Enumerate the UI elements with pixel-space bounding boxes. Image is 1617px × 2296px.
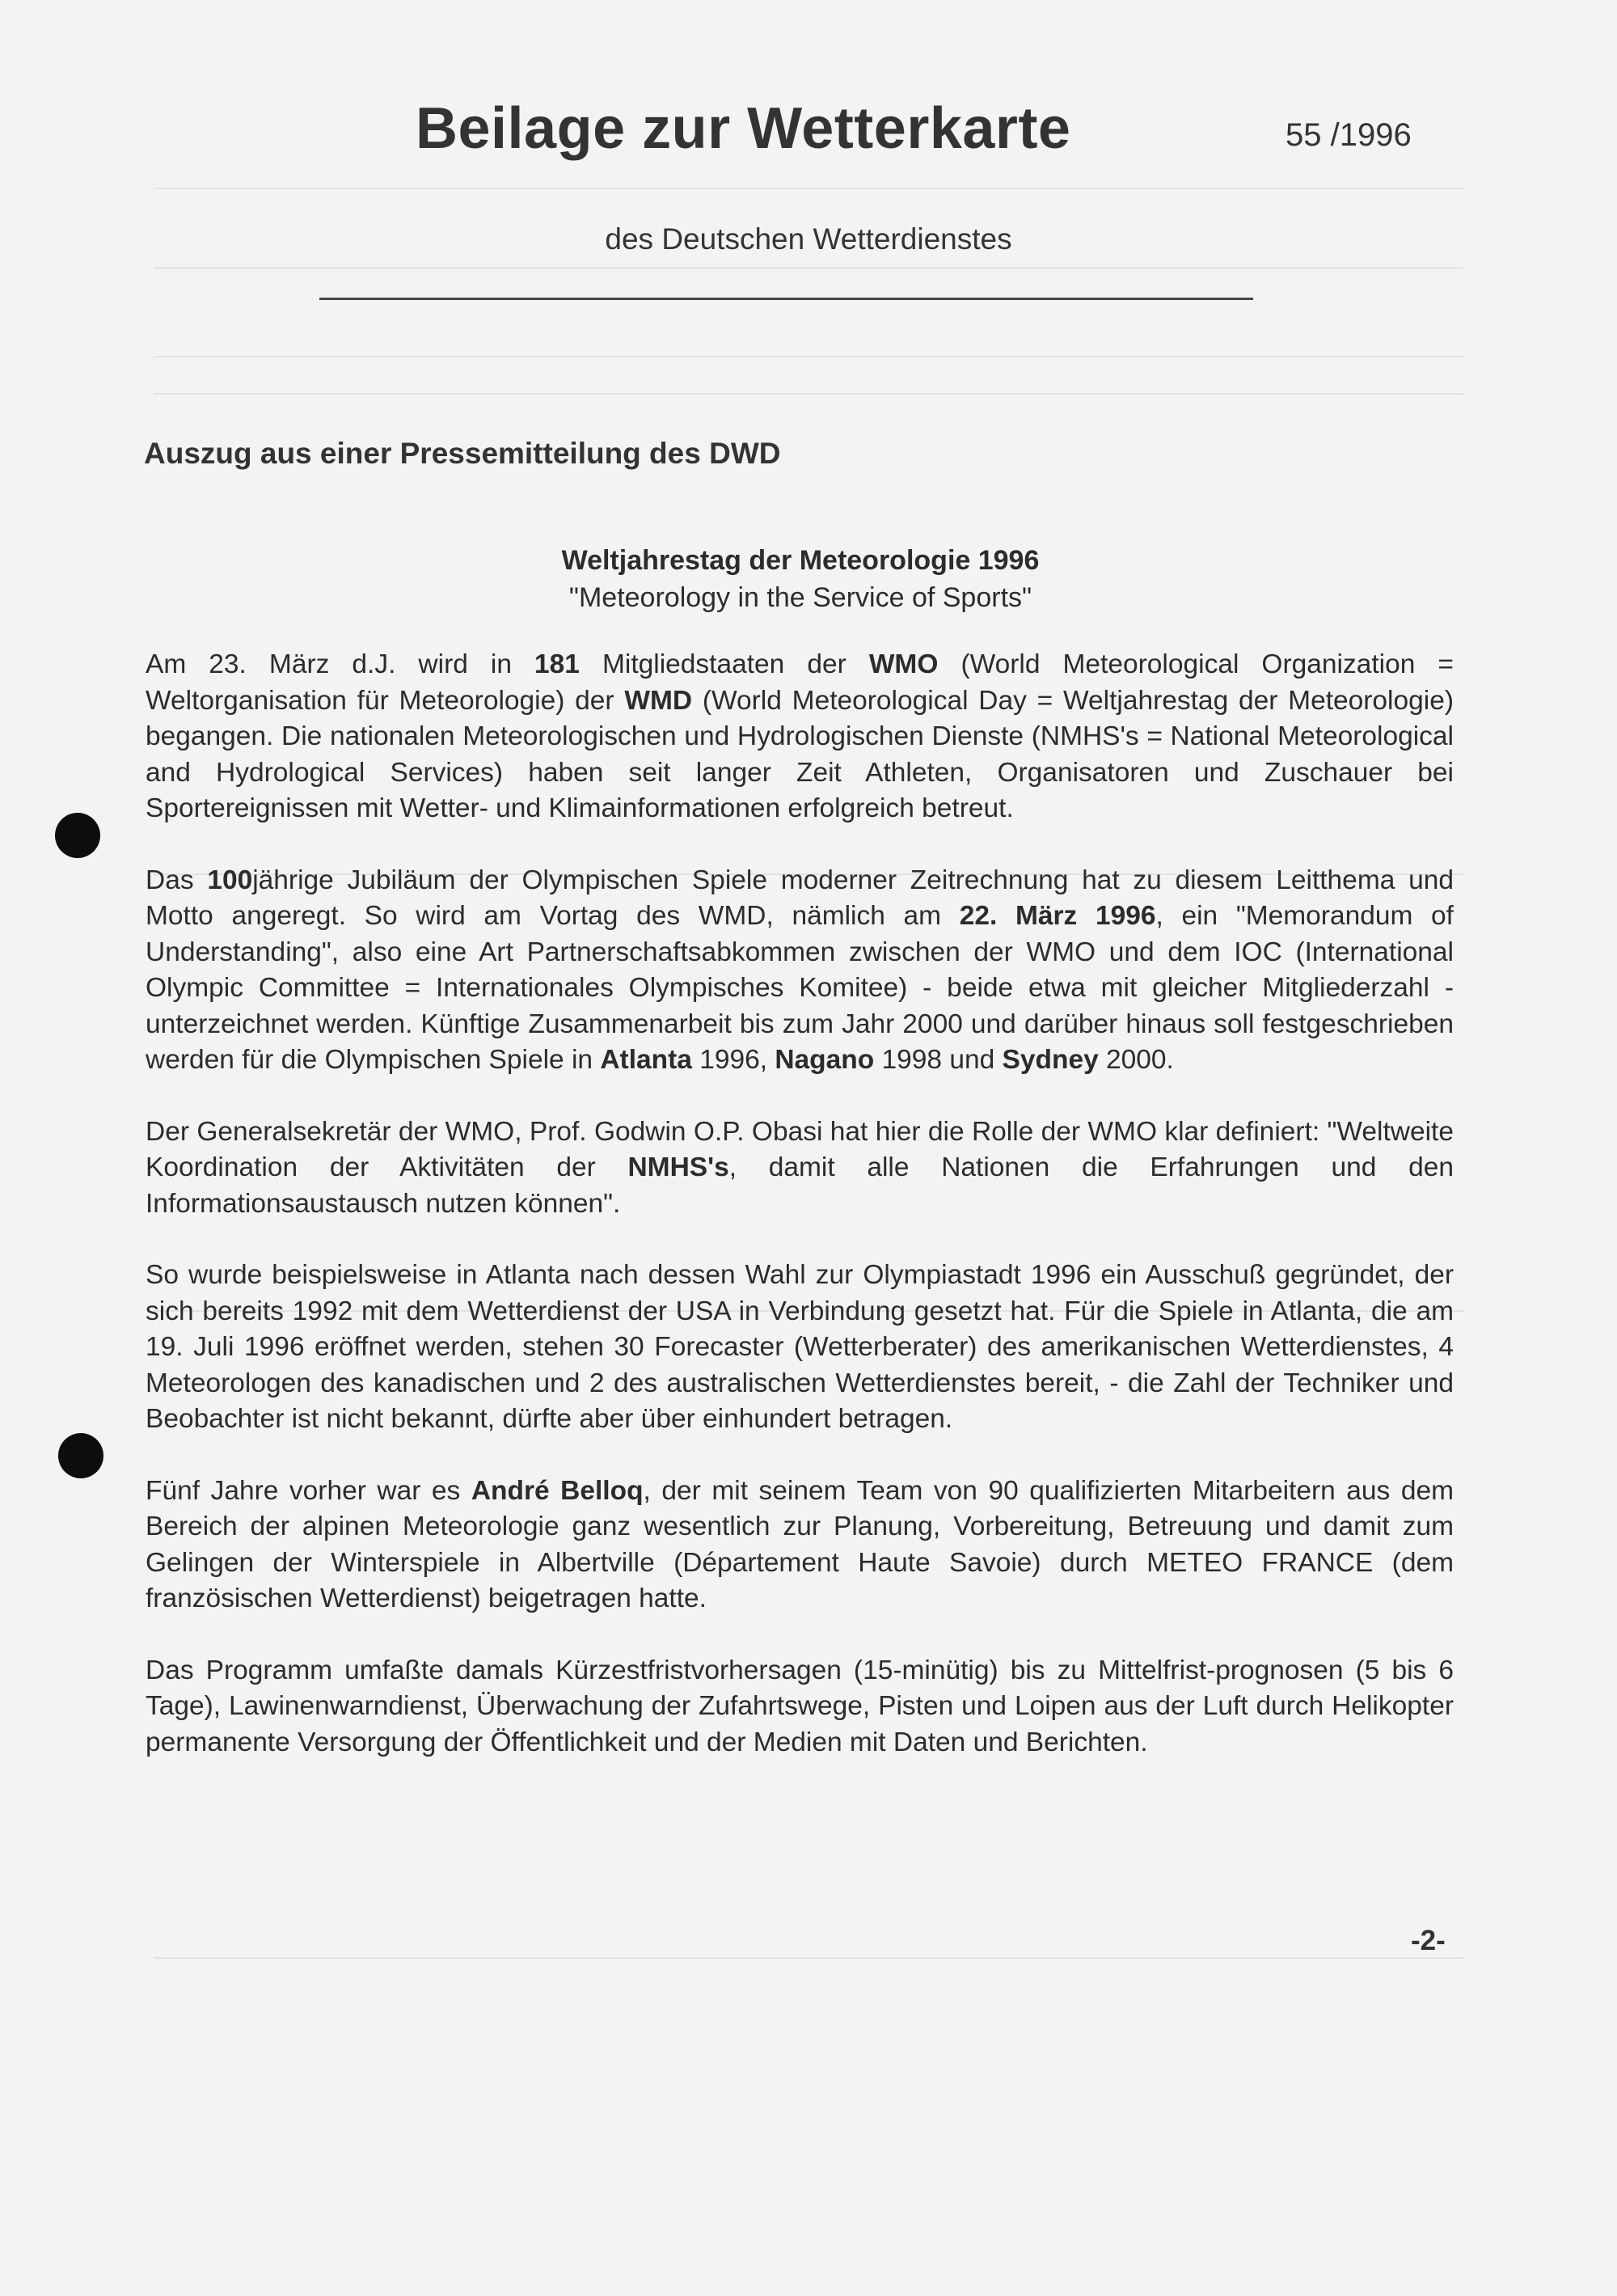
document-subtitle: des Deutschen Wetterdienstes <box>605 222 1012 256</box>
bold-run: Nagano <box>775 1045 875 1075</box>
text-run: 1998 und <box>874 1045 1003 1075</box>
paragraph-2 <box>146 863 1454 1079</box>
text-run: (World Meteorological Organization = Weltorganisation für Meteorologie) der <box>146 649 1454 716</box>
text-run: 1996, <box>691 1045 775 1075</box>
text-run: So wurde beispielsweise in Atlanta nach dessen Wahl zur Olympiastadt 1996 ein Ausschuß gegründet, der sich bereits 1992 mit dem Wetterdienst der USA in Verbindung gesetzt hat. Für die Spiele in Atlanta, die am 19. Juli 1996 eröffnet werden, stehen 30 Forecaster (Wetterberater) des amerikanischen Wetterdienstes, 4 Meteorologen des kanadischen und 2 des australischen Wetterdienstes bereit, - die Zahl der Techniker und Beobachter ist nicht bekannt, dürfte aber über einhundert betragen. <box>146 1260 1454 1434</box>
paragraph-5 <box>146 1474 1454 1617</box>
article-title <box>144 542 1457 616</box>
text-run: Der Generalsekretär der WMO, Prof. Godwin O.P. Obasi hat hier die Rolle der WMO klar definiert: "Weltweite Koordination der Aktivitäten der <box>146 1116 1454 1182</box>
text-run: (World Meteorological Day = Weltjahrestag der Meteorologie) begangen. Die nationalen Meteorologischen und Hydrologischen Dienste (NMHS's = National Meteorological and Hydrological Services) haben seit langer Zeit Athleten, Organisatoren und Zuschauer bei Sportereignissen mit Wetter- und Klimainformationen erfolgreich betreut. <box>146 685 1454 823</box>
punch-hole <box>55 813 100 858</box>
bold-run: 100 <box>207 865 253 895</box>
article-title-line-2: "Meteorology in the Service of Sports" <box>568 582 1032 613</box>
paragraph-1 <box>146 647 1454 827</box>
paragraph-4 <box>146 1258 1454 1438</box>
text-run: , damit alle Nationen die Erfahrungen und den Informationsaustausch nutzen können". <box>146 1152 1454 1219</box>
show-through-line <box>154 267 1463 269</box>
text-run: , ein "Memorandum of Understanding", also eine Art Partnerschaftsabkommen zwischen der WMO und dem IOC (International Olympic Committee = Internationales Olympisches Komitee) - beide etwa mit gleicher Mitgliederzahl - unterzeichnet werden. Künftige Zusammenarbeit bis zum Jahr 2000 und darüber hinaus soll festgeschrieben werden für die Olympischen Spiele in <box>146 901 1454 1075</box>
paragraph-6 <box>146 1653 1454 1761</box>
issue-number: 55 /1996 <box>1286 117 1412 153</box>
document-title: Beilage zur Wetterkarte <box>416 96 1071 161</box>
show-through-line <box>154 188 1463 189</box>
paragraph-3 <box>146 1114 1454 1223</box>
header-rule <box>319 298 1253 300</box>
show-through-line <box>154 1957 1463 1959</box>
page-number: -2- <box>1411 1925 1446 1956</box>
bold-run: André Belloq <box>471 1475 644 1506</box>
bold-run: Sydney <box>1002 1045 1099 1075</box>
bold-run: NMHS's <box>627 1152 729 1182</box>
text-run: Am 23. März d.J. wird in <box>146 649 535 679</box>
show-through-line <box>154 393 1463 395</box>
section-heading: Auszug aus einer Pressemitteilung des DWD <box>144 437 781 470</box>
article-body <box>146 647 1454 1796</box>
bold-run: 181 <box>534 649 580 679</box>
text-run: 2000. <box>1098 1045 1174 1075</box>
text-run: Mitgliedstaaten der <box>579 649 869 679</box>
show-through-line <box>154 356 1463 357</box>
article-title-line-1: Weltjahrestag der Meteorologie 1996 <box>561 545 1040 576</box>
text-run: Das Programm umfaßte damals Kürzestfristvorhersagen (15-minütig) bis zu Mittelfrist-prognosen (5 bis 6 Tage), Lawinenwarndienst, Überwachung der Zufahrtswege, Pisten und Loipen aus der Luft durch Helikopter permanente Versorgung der Öffentlichkeit und der Medien mit Daten und Berichten. <box>146 1655 1454 1757</box>
text-run: jährige Jubiläum der Olympischen Spiele moderner Zeitrechnung hat zu diesem Leitthema und Motto angeregt. So wird am Vortag des WMD, nämlich am <box>146 865 1454 931</box>
punch-hole <box>58 1433 103 1478</box>
text-run: Das <box>146 865 208 895</box>
bold-run: WMO <box>868 649 939 679</box>
bold-run: Atlanta <box>600 1045 692 1075</box>
bold-run: 22. März 1996 <box>959 901 1156 931</box>
bold-run: WMD <box>624 685 693 716</box>
text-run: , der mit seinem Team von 90 qualifizierten Mitarbeitern aus dem Bereich der alpinen Meteorologie ganz wesentlich zur Planung, Vorbereitung, Betreuung und damit zum Gelingen der Winterspiele in Albertville (Département Haute Savoie) durch METEO FRANCE (dem französischen Wetterdienst) beigetragen hatte. <box>146 1475 1454 1613</box>
text-run: Fünf Jahre vorher war es <box>146 1475 471 1506</box>
